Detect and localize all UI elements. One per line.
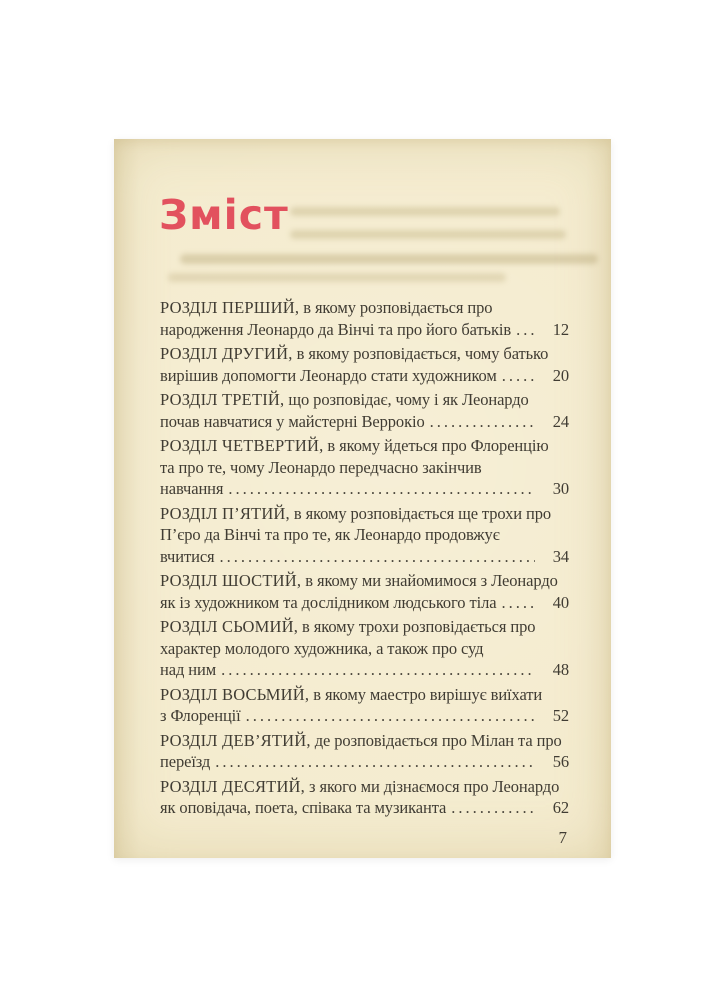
page-number: 52 [552,706,569,725]
page-number: 30 [552,479,569,498]
toc-entry [160,343,569,386]
chapter-label: РОЗДІЛ ДЕСЯТИЙ, [160,776,305,796]
book-page [114,139,611,858]
entry-line [160,570,569,592]
entry-line [160,411,569,433]
entry-line [160,343,569,365]
entry-intro: в якому розповідається, чому батько [292,344,549,363]
entry-last-text: почав навчатися у майстерні Веррокіо [160,411,425,431]
dot-leader [430,411,535,433]
toc-entry [160,435,569,500]
toc-entry [160,684,569,727]
entry-last-text: з Флоренції [160,706,241,725]
chapter-label: РОЗДІЛ ДРУГИЙ, [160,344,293,363]
toc-entry [160,616,569,681]
folio-page-number: 7 [558,828,567,847]
entry-last-text: над ним [160,660,217,679]
entry-intro: з якого ми дізнаємося про Леонардо [305,776,560,796]
entry-line [160,659,569,681]
page-number: 24 [552,411,569,431]
chapter-label: РОЗДІЛ ПЕРШИЙ, [160,298,300,317]
bleedthrough-line [290,207,560,216]
toc-entry [160,389,569,432]
entry-intro: в якому маестро вирішує виїхати [309,684,543,704]
page-number: 12 [552,319,569,339]
entry-intro: що розповідає, чому і як Леонардо [284,390,529,409]
entry-line [160,751,569,773]
chapter-label: РОЗДІЛ ТРЕТІЙ, [160,390,285,409]
toc-entry [160,730,569,773]
entry-line [160,730,569,752]
page-number: 20 [552,365,569,385]
entry-line [160,684,569,706]
chapter-label: РОЗДІЛ СЬОМИЙ, [160,617,299,636]
entry-line [160,297,569,319]
entry-line [160,365,569,387]
entry-line: характер молодого художника, а також про суд [160,638,484,658]
entry-intro: в якому йдеться про Флоренцію [323,436,549,455]
entry-line: П’єро да Вінчі та про те, як Леонардо продовжує [160,525,500,544]
entry-last-text: переїзд [160,752,211,771]
page-number: 48 [552,660,569,679]
bleedthrough-line [180,254,598,264]
chapter-label: РОЗДІЛ ДЕВ’ЯТИЙ, [160,730,311,750]
entry-line [160,592,569,614]
toc-list [160,297,569,822]
entry-last-text: вчитися [160,546,215,566]
entry-intro: в якому ми знайомимося з Леонардо [301,571,558,590]
entry-line: та про те, чому Леонардо передчасно закінчив [160,457,482,477]
entry-last-text: як оповідача, поета, співака та музиканта [160,798,447,817]
entry-last-text: як із художником та дослідником людського тіла [160,592,497,612]
entry-intro: в якому розповідається про [299,298,493,317]
page-number: 40 [552,592,569,612]
entry-last-text: вирішив допомогти Леонардо стати художником [160,365,497,385]
chapter-label: РОЗДІЛ ЧЕТВЕРТИЙ, [160,436,324,455]
chapter-label: РОЗДІЛ ШОСТИЙ, [160,571,302,590]
entry-line [160,435,569,457]
dot-leader [501,592,535,614]
entry-intro: в якому розповідається ще трохи про [289,503,552,523]
toc-entry [160,503,569,568]
page-number: 62 [552,798,569,817]
entry-intro: в якому трохи розповідається про [298,617,536,636]
chapter-label: РОЗДІЛ П’ЯТИЙ, [160,503,290,523]
entry-line [160,503,569,525]
dot-leader [451,797,535,819]
entry-line [160,776,569,798]
toc-entry [160,570,569,613]
entry-last-text: навчання [160,479,224,498]
page-number: 34 [552,546,569,566]
entry-line [160,616,569,638]
entry-line [160,478,569,500]
entry-last-text: народження Леонардо да Вінчі та про його батьків [160,319,512,339]
dot-leader [228,478,535,500]
toc-entry [160,297,569,340]
dot-leader [221,659,535,681]
toc-entry [160,776,569,819]
chapter-label: РОЗДІЛ ВОСЬМИЙ, [160,684,310,704]
entry-line [160,389,569,411]
page-number: 56 [552,752,569,771]
entry-line [160,319,569,341]
dot-leader [246,705,535,727]
page-title: Зміст [159,191,289,239]
entry-line [160,705,569,727]
dot-leader [215,751,535,773]
entry-line [160,546,569,568]
dot-leader [220,546,535,568]
dot-leader [502,365,535,387]
bleedthrough-line [168,273,506,282]
dot-leader [516,319,535,341]
entry-line [160,797,569,819]
bleedthrough-line [290,230,566,239]
entry-intro: де розповідається про Мілан та про [310,730,562,750]
